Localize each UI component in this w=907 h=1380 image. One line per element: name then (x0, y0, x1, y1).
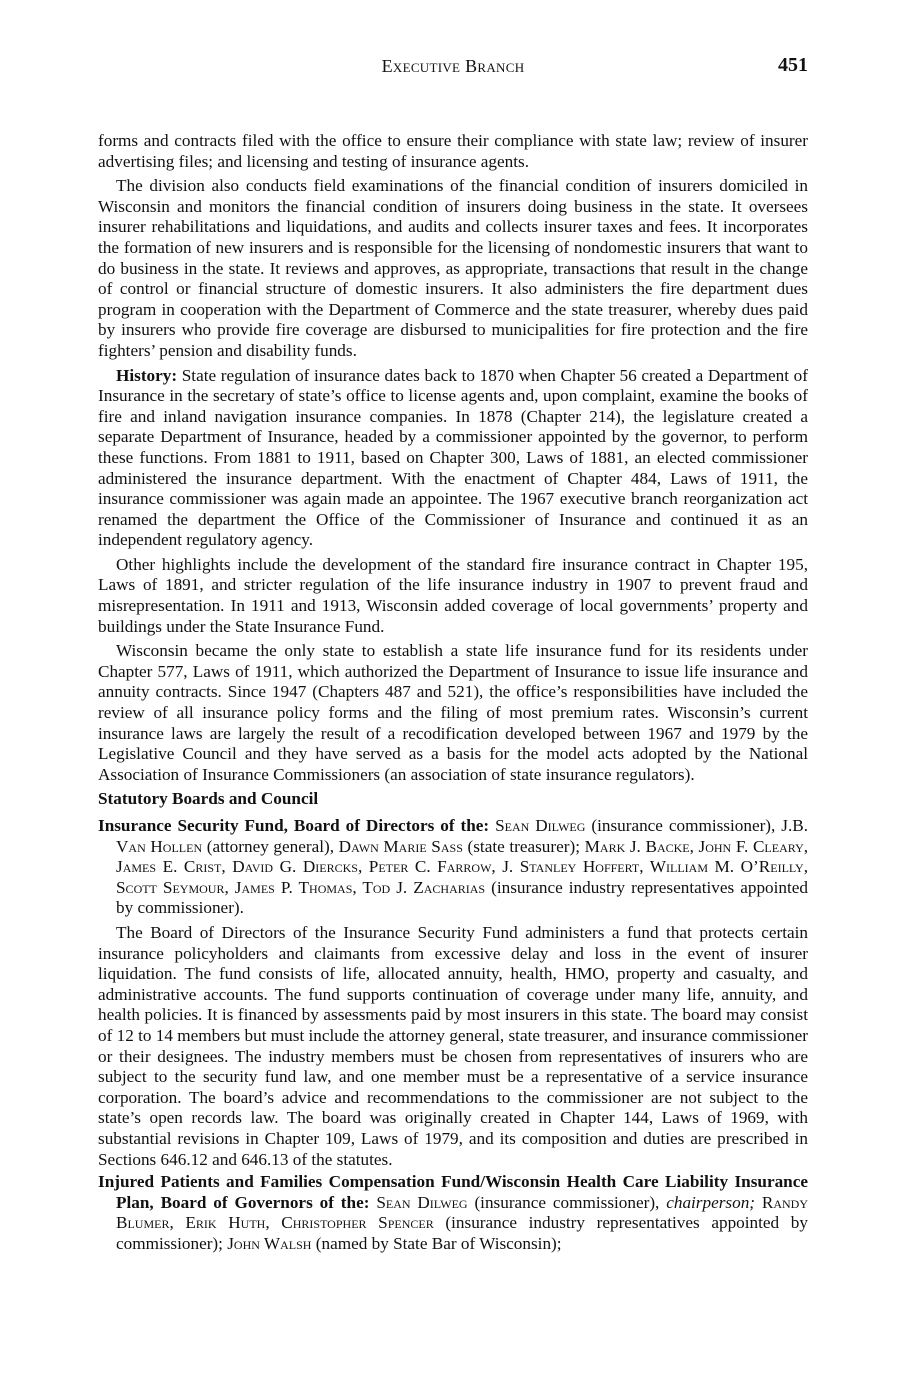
member-role: (insurance commissioner), (591, 816, 776, 835)
security-fund-description: The Board of Directors of the Insurance Security Fund administers a fund that protects certain insurance policyholders and claimants from excessive delay and loss in the event of insurer liquidation. The fund consists of life, allocated annuity, health, HMO, property and casualty, and administrative accounts. The fund supports continuation of coverage under many life, annuity, and health policies. It is financed by assessments paid by most insurers in this state. The board may consist of 12 to 14 members but must include the attorney general, state treasurer, and insurance commissioner or their designees. The industry members must be chosen from representatives of insurers who are subject to the security fund law, and one member must be a representative of a service insurance corporation. The board’s advice and recommendations to the commissioner are not subject to the state’s open records law. The board was originally created in Chapter 144, Laws of 1969, with substantial revisions in Chapter 109, Laws of 1979, and its composition and duties are prescribed in Sections 646.12 and 646.13 of the statutes. (98, 922, 808, 1169)
paragraph-division-duties: The division also conducts field examinations of the financial condition of insurers domiciled in Wisconsin and monitors the financial condition of insurers doing business in the state. It oversees insurer rehabilitations and liquidations, and audits and collects insurer taxes and fees. It incorporates the formation of new insurers and is responsible for the licensing of nondomestic insurers that want to do business in the state. It reviews and approves, as appropriate, transactions that result in the change of control or financial structure of domestic insurers. It also administers the fire department dues program in cooperation with the Department of Commerce and the state treasurer, whereby dues paid by insurers who provide fire coverage are disbursed to municipalities for fire protection and the fire fighters’ pension and disability funds. (98, 176, 808, 360)
member-name: J.B. Van Hollen (116, 816, 809, 856)
patients-fund-entry (98, 1172, 808, 1254)
member-role: (attorney general), (206, 836, 335, 856)
member-role: (insurance industry representatives appointed by commissioner). (116, 877, 808, 918)
member-name: John Walsh (227, 1233, 312, 1253)
member-role: (state treasurer); (467, 836, 580, 856)
member-role: (named by State Bar of Wisconsin); (315, 1233, 562, 1253)
page-header (98, 56, 808, 80)
paragraph-continuation: forms and contracts filed with the office to ensure their compliance with state law; review of insurer advertising files; and licensing and testing of insurance agents. (98, 131, 808, 171)
paragraph-history (98, 366, 808, 551)
member-role: (insurance commissioner), (474, 1192, 660, 1212)
member-name: Dawn Marie Sass (338, 836, 463, 856)
security-fund-entry (98, 816, 808, 919)
security-fund-title: Insurance Security Fund, Board of Directors of the: (98, 816, 490, 835)
patients-fund-title: Injured Patients and Families Compensation Fund/Wisconsin Health Care Liability Insurance Plan, Board of Governors of the: (98, 1172, 808, 1212)
paragraph-highlights: Other highlights include the development of the standard fire insurance contract in Chapter 195, Laws of 1891, and stricter regulation of the life insurance industry in 1907 to prevent fraud and misrepresentation. In 1911 and 1913, Wisconsin added coverage of local governments’ property and buildings under the State Insurance Fund. (98, 554, 808, 636)
member-names-industry: Randy Blumer, Erik Huth, Christopher Spencer (116, 1192, 809, 1233)
member-name: Sean Dilweg (376, 1192, 468, 1212)
page-number: 451 (778, 54, 808, 76)
section-heading: Statutory Boards and Council (98, 789, 319, 809)
history-label: History: (116, 365, 178, 385)
member-names-industry: Mark J. Backe, John F. Cleary, James E. Crist, David G. Diercks, Peter C. Farrow, J. Stanley Hoffert, William M. O’Reilly, Scott Seymour, James P. Thomas, Tod J. Zacharias (116, 836, 809, 897)
member-role: (insurance industry representatives appointed by commissioner); (116, 1213, 808, 1253)
paragraph-life-fund: Wisconsin became the only state to establish a state life insurance fund for its residents under Chapter 577, Laws of 1911, which authorized the Department of Insurance to issue life insurance and annuity contracts. Since 1947 (Chapters 487 and 521), the office’s responsibilities have included the review of all insurance policy forms and the filing of most premium rates. Wisconsin’s current insurance laws are largely the result of a recodification developed between 1967 and 1979 by the Legislative Council and they have served as a basis for the model acts adopted by the National Association of Insurance Commissioners (an association of state insurance regulators). (98, 641, 808, 784)
chair-role: chairperson; (666, 1192, 756, 1212)
history-text: State regulation of insurance dates back to 1870 when Chapter 56 created a Department of Insurance in the secretary of state’s office to license agents and, upon complaint, examine the books of fire and inland navigation insurance companies. In 1878 (Chapter 214), the legislature created a separate Department of Insurance, headed by a commissioner appointed by the governor, to perform these functions. From 1881 to 1911, based on Chapter 300, Laws of 1881, an elected commissioner administered the insurance department. With the enactment of Chapter 484, Laws of 1911, the insurance commissioner was again made an appointee. The 1967 executive branch reorganization act renamed the department the Office of the Commissioner of Insurance and continued it as an independent regulatory agency. (98, 365, 808, 550)
member-name: Sean Dilweg (495, 816, 586, 835)
page-body (98, 131, 808, 1254)
running-head: Executive Branch (381, 56, 525, 76)
